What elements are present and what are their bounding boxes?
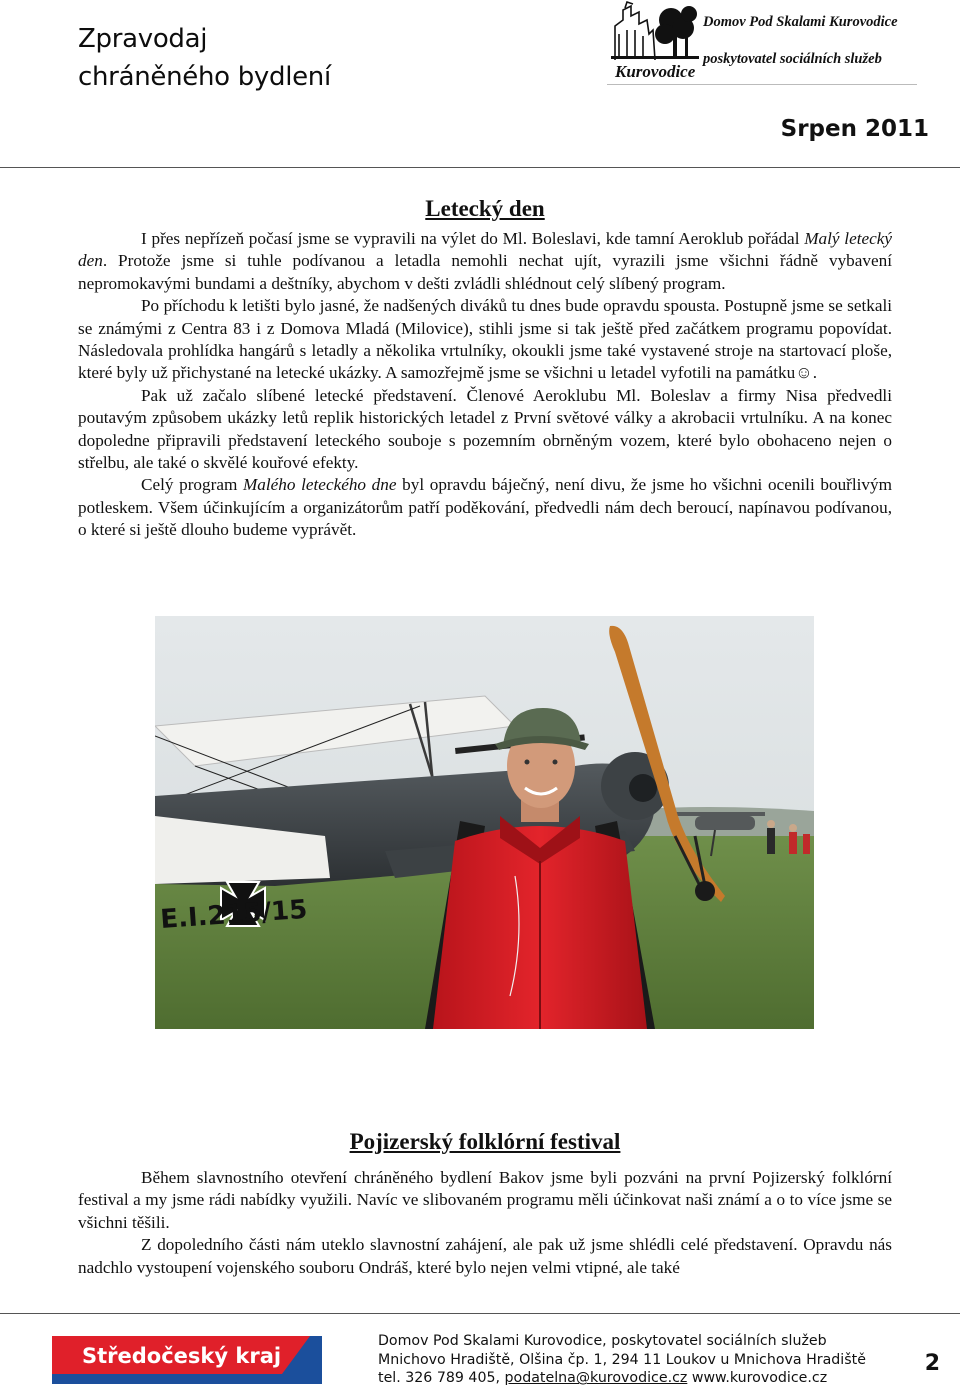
title-line-1: Zpravodaj bbox=[78, 24, 208, 54]
article-paragraph bbox=[78, 385, 892, 475]
italic-run: Malý letecký den bbox=[78, 229, 893, 271]
text-run: Po příchodu k letišti bylo jasné, že nadšených diváků tu dnes bude opravdu spousta. Postupně jsme se setkali se známými z Centra 83 i z Domova Mladá (Milovice), stihli jsme si tak ještě před začátkem programu popovídat. Následovala prohlídka hangárů s letadly a několika vrtulníky, okoukli jsme také vystavené stroje na startovací ploše, které byly už přichystané na letecké ukázky. A samozřejmě jsme se všichni u letadel vyfotili na památku☺. bbox=[78, 296, 892, 383]
italic-run: Malého leteckého dne bbox=[242, 475, 397, 495]
footer-phone: tel. 326 789 405, bbox=[378, 1370, 501, 1387]
newsletter-title bbox=[78, 20, 331, 96]
photo-man-at-airshow bbox=[155, 616, 814, 1029]
footer-address-line: Mnichovo Hradiště, Olšina čp. 1, 294 11 Loukov u Mnichova Hradiště bbox=[378, 1351, 866, 1368]
issue-date: Srpen 2011 bbox=[780, 116, 929, 142]
article-heading: Letecký den bbox=[425, 196, 545, 221]
logo-script-text: Kurovodice bbox=[615, 62, 696, 81]
article-paragraph bbox=[78, 1234, 892, 1279]
organization-logo bbox=[607, 0, 917, 85]
article-paragraph bbox=[78, 1167, 892, 1234]
footer-divider bbox=[0, 1313, 960, 1314]
logo-org-name: Domov Pod Skalami Kurovodice bbox=[703, 14, 898, 30]
footer-contact bbox=[378, 1332, 866, 1388]
article-paragraph bbox=[78, 474, 892, 541]
footer-website[interactable]: www.kurovodice.cz bbox=[691, 1370, 828, 1387]
text-run: byl opravdu báječný, není divu, že jsme ho všichni ocenili bouřlivým potleskem. Všem účinkujícím a organizátorům patří poděkování, předvedli nám dech beroucí, napínavou podívanou, o které si ještě dlouho budeme vyprávět. bbox=[78, 475, 892, 540]
text-run: Celý program bbox=[141, 475, 243, 495]
article-folklore-festival bbox=[78, 1127, 892, 1279]
title-line-2: chráněného bydlení bbox=[78, 62, 331, 92]
region-logo-text: Středočeský kraj bbox=[82, 1344, 282, 1368]
article-paragraph bbox=[78, 295, 892, 385]
article-air-day bbox=[78, 194, 892, 542]
text-run: Z dopoledního části nám uteklo slavnostní zahájení, ale pak už jsme shlédli celé představení. Opravdu nás nadchlo vystoupení vojenského souboru Ondráš, které bylo nejen velmi vtipné, ale také bbox=[78, 1235, 892, 1277]
text-run: . Protože jsme si tuhle podívanou a letadla nemohli nechat ujít, vyrazili jsme všichni řádně vybavení nepromokavými bundami a deštníky, abychom v dešti zvládli shlédnout celý slíbený program. bbox=[78, 251, 892, 293]
footer-contact-line bbox=[378, 1369, 866, 1388]
article-heading: Pojizerský folklórní festival bbox=[349, 1129, 621, 1154]
text-run: I přes nepřízeň počasí jsme se vypravili na výlet do Ml. Boleslavi, kde tamní Aeroklub pořádal bbox=[141, 229, 805, 248]
castle-tree-logo-icon bbox=[609, 0, 701, 82]
header-divider bbox=[0, 167, 960, 168]
footer-email-link[interactable]: podatelna@kurovodice.cz bbox=[504, 1370, 688, 1387]
footer-org-line: Domov Pod Skalami Kurovodice, poskytovatel sociálních služeb bbox=[378, 1333, 827, 1349]
text-run: Pak už začalo slíbené letecké představení. Členové Aeroklubu Ml. Boleslav a firmy Nisa předvedli poutavým způsobem ukázky letů replik historických letadel z První světové války a akrobacii vrtulníku. A na konec dopoledne připravili představení leteckého souboje s pozemním obrněným vozem, které bylo obohaceno nejen o střelbu, ale také o skvělé kouřové efekty. bbox=[78, 385, 892, 473]
plane-marking-text: E.I.215/15 bbox=[159, 894, 309, 935]
region-logo bbox=[52, 1336, 322, 1384]
article-paragraph bbox=[78, 228, 892, 295]
text-run: Během slavnostního otevření chráněného bydlení Bakov jsme byli pozváni na první Pojizerský folklórní festival a my jsme rádi nabídky využili. Navíc ve slibovaném programu měli účinkovat naši známí a o to více jsme se všichni těšili. bbox=[78, 1168, 892, 1232]
airshow-photo bbox=[155, 616, 814, 1029]
page-number: 2 bbox=[924, 1351, 940, 1376]
logo-org-subtitle: poskytovatel sociálních služeb bbox=[703, 51, 882, 67]
